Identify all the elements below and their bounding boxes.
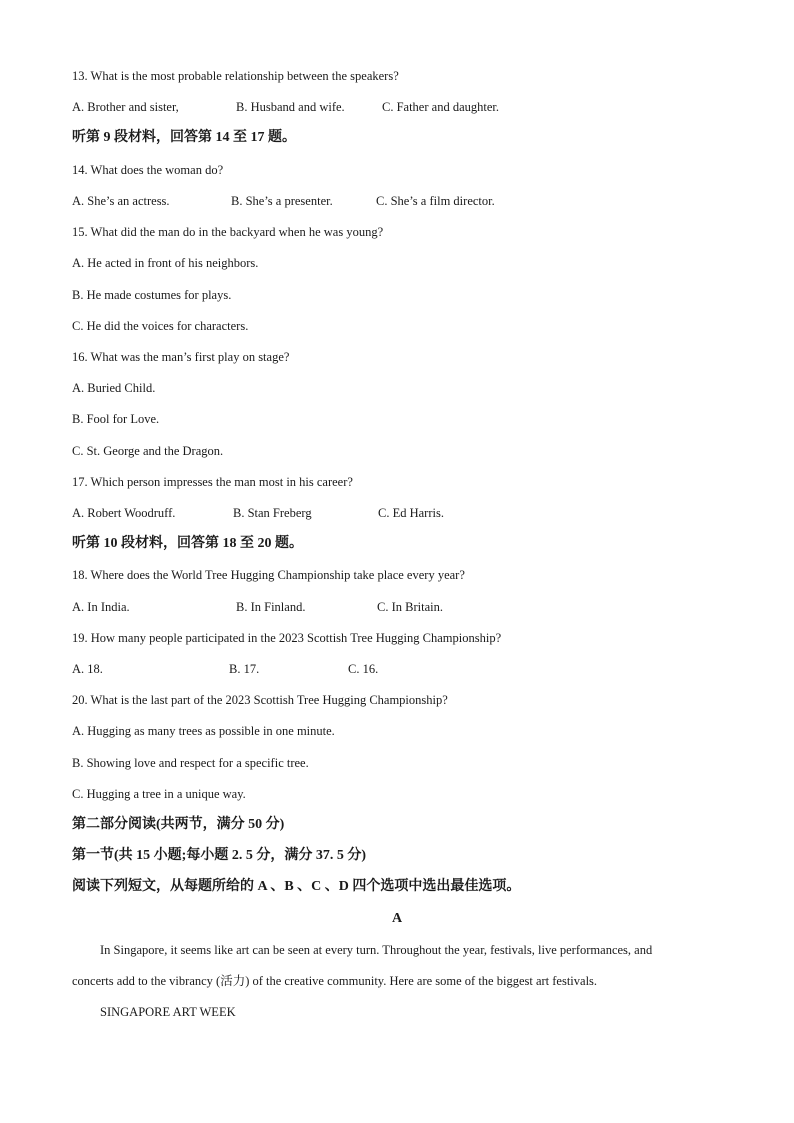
passage-paragraph-line-2: concerts add to the vibrancy (活力) of the creative community. Here are some of the biggest art festivals. bbox=[72, 974, 598, 988]
q15-option-b: B. He made costumes for plays. bbox=[72, 288, 232, 302]
passage-letter: A bbox=[391, 911, 403, 926]
section-10-heading: 听第 10 段材料，回答第 18 至 20 题。 bbox=[72, 536, 303, 551]
question-15: 15. What did the man do in the backyard when he was young? bbox=[72, 225, 384, 239]
q17-option-c: C. Ed Harris. bbox=[378, 506, 444, 520]
q14-option-a: A. She’s an actress. bbox=[72, 194, 170, 208]
q20-option-a: A. Hugging as many trees as possible in one minute. bbox=[72, 724, 335, 738]
q15-option-a: A. He acted in front of his neighbors. bbox=[72, 256, 259, 270]
q16-option-a: A. Buried Child. bbox=[72, 381, 156, 395]
q17-option-b: B. Stan Freberg bbox=[233, 506, 312, 520]
q19-option-b: B. 17. bbox=[229, 662, 260, 676]
q18-option-b: B. In Finland. bbox=[236, 600, 306, 614]
part-2-instruction: 阅读下列短文，从每题所给的 A 、B 、C 、D 四个选项中选出最佳选项。 bbox=[72, 879, 521, 894]
q13-option-a: A. Brother and sister, bbox=[72, 100, 179, 114]
question-19: 19. How many people participated in the 2023 Scottish Tree Hugging Championship? bbox=[72, 631, 502, 645]
q16-option-b: B. Fool for Love. bbox=[72, 412, 160, 426]
q14-option-c: C. She’s a film director. bbox=[376, 194, 495, 208]
q16-option-c: C. St. George and the Dragon. bbox=[72, 444, 224, 458]
q19-option-a: A. 18. bbox=[72, 662, 103, 676]
question-13: 13. What is the most probable relationship between the speakers? bbox=[72, 69, 399, 83]
question-14: 14. What does the woman do? bbox=[72, 163, 224, 177]
section-9-heading: 听第 9 段材料，回答第 14 至 17 题。 bbox=[72, 130, 296, 145]
q14-option-b: B. She’s a presenter. bbox=[231, 194, 333, 208]
q19-option-c: C. 16. bbox=[348, 662, 379, 676]
q17-option-a: A. Robert Woodruff. bbox=[72, 506, 176, 520]
q18-option-c: C. In Britain. bbox=[377, 600, 443, 614]
q13-option-c: C. Father and daughter. bbox=[382, 100, 499, 114]
q15-option-c: C. He did the voices for characters. bbox=[72, 319, 249, 333]
question-20: 20. What is the last part of the 2023 Scottish Tree Hugging Championship? bbox=[72, 693, 448, 707]
question-18: 18. Where does the World Tree Hugging Championship take place every year? bbox=[72, 568, 465, 582]
q20-option-b: B. Showing love and respect for a specific tree. bbox=[72, 756, 309, 770]
part-2-title: 第二部分阅读(共两节，满分 50 分) bbox=[72, 817, 285, 832]
part-2-section-1: 第一节(共 15 小题;每小题 2. 5 分，满分 37. 5 分) bbox=[72, 848, 366, 863]
q13-option-b: B. Husband and wife. bbox=[236, 100, 345, 114]
q20-option-c: C. Hugging a tree in a unique way. bbox=[72, 787, 246, 801]
passage-paragraph-line-1: In Singapore, it seems like art can be seen at every turn. Throughout the year, festivals, live performances, and bbox=[100, 943, 653, 957]
passage-heading: SINGAPORE ART WEEK bbox=[100, 1005, 236, 1019]
q18-option-a: A. In India. bbox=[72, 600, 130, 614]
question-16: 16. What was the man’s first play on stage? bbox=[72, 350, 290, 364]
question-17: 17. Which person impresses the man most in his career? bbox=[72, 475, 353, 489]
